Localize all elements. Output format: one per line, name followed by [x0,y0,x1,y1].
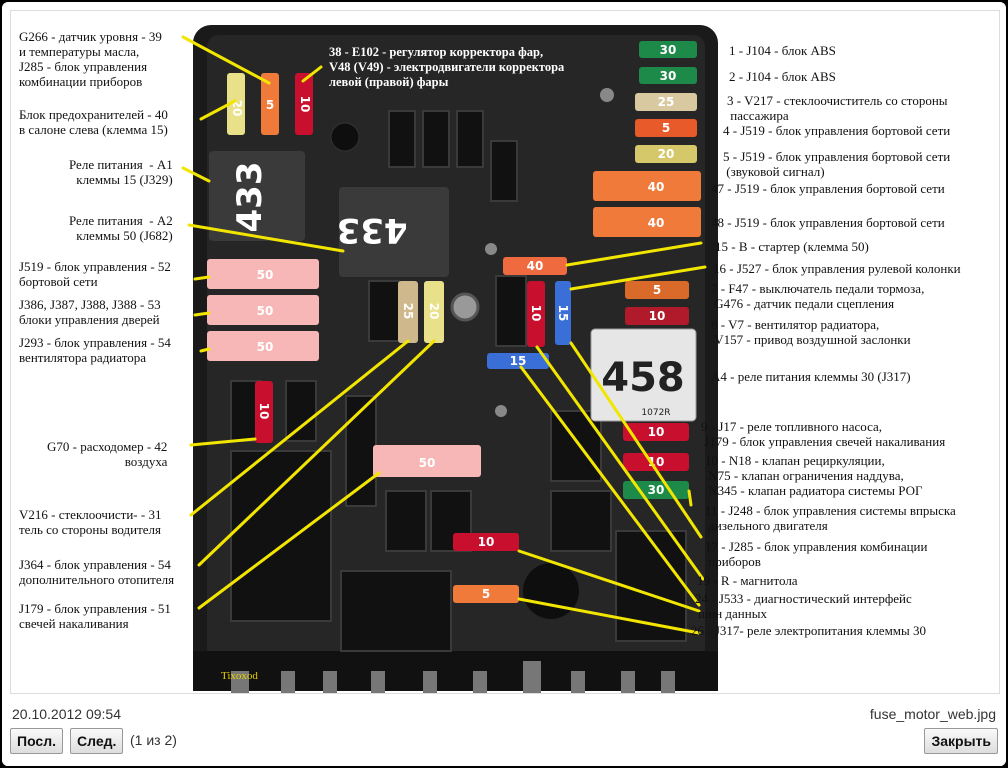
label-fuse-10: 10 - N18 - клапан рециркуляции, N75 - клапан ограничения наддува, N345 - клапан радиатора системы РОГ [705,453,923,498]
label-relay-a2: Реле питания - A2 клеммы 50 (J682) [69,213,173,243]
label-fuse-2: 2 - J104 - блок ABS [729,69,836,84]
fuse-5 [635,145,697,163]
label-fuse-15: 15 - B - стартер (клемма 50) [715,239,869,254]
svg-text:10: 10 [477,535,495,549]
svg-text:10: 10 [257,402,271,420]
fuse-42 [255,381,273,443]
fuse-16 [527,281,545,347]
svg-text:10: 10 [647,425,665,439]
fuse-7 [625,281,689,299]
svg-text:10: 10 [647,455,665,469]
label-fuse-53: J386, J387, J388, J388 - 53 блоки управления дверей [19,297,161,327]
fuse-24 [453,533,519,551]
fuse-1 [639,41,697,58]
fuse-19 [487,353,549,369]
svg-text:20: 20 [657,147,675,161]
svg-text:40: 40 [647,216,665,230]
label-fuse-26: 26 - J317- реле электропитания клеммы 30 [691,623,927,638]
svg-text:10: 10 [298,95,312,113]
next-button[interactable]: След. [70,728,123,754]
fuse-8 [625,307,689,325]
svg-text:20: 20 [427,302,441,320]
label-fuse-48: 48 - J519 - блок управления бортовой сети [711,215,945,230]
relay-a1-label: 433 [230,161,270,233]
label-fuse-40: Блок предохранителей - 40 в салоне слева (клемма 15) [19,107,168,137]
fuse-48 [593,207,701,237]
svg-text:25: 25 [401,302,415,320]
label-fuse-42: G70 - расходомер - 42 воздуха [47,439,168,469]
label-fuse-4: 4 - J519 - блок управления бортовой сети [723,123,951,138]
label-fuse-3: 3 - V217 - стеклоочиститель со стороны пассажира [727,93,948,123]
prev-button[interactable]: Посл. [10,728,63,754]
close-button[interactable]: Закрыть [924,728,998,754]
fuse-15 [503,257,567,275]
svg-text:5: 5 [481,587,491,601]
svg-text:20: 20 [230,99,244,117]
fuse-17 [555,281,571,345]
fuse-51-maxi [373,445,481,477]
fuse-47 [593,171,701,201]
label-fuse-8: 8 - V7 - вентилятор радиатора, V157 - привод воздушной заслонки [711,317,911,347]
label-fuse-38: 38 - E102 - регулятор корректора фар, V48 (V49) - электродвигатели корректора левой (правой) фары [329,45,565,89]
svg-text:5: 5 [661,121,671,135]
fuse-9 [623,423,689,441]
label-fuse-31: V216 - стеклоочисти- - 31 тель со стороны водителя [19,507,162,537]
watermark: Tixoxod [221,670,258,682]
svg-text:30: 30 [659,43,677,57]
label-fuse-24: 24 - J533 - диагностический интерфейс шин данных [695,591,912,621]
svg-text:30: 30 [659,69,677,83]
fuse-31 [398,281,418,343]
label-fuse-11: 11 - J248 - блок управления системы впрыска дизельного двигателя [705,503,956,533]
svg-text:50: 50 [256,340,274,354]
relay-a2-label: 433 [336,210,408,250]
label-fuse-1: 1 - J104 - блок ABS [729,43,836,58]
image-filename: fuse_motor_web.jpg [869,706,996,722]
image-viewer [2,2,1006,766]
svg-text:10: 10 [648,309,666,323]
viewer-footer [2,698,1006,766]
label-fuse-47: 47 - J519 - блок управления бортовой сети [711,181,945,196]
svg-text:25: 25 [657,95,675,109]
fuse-53 [207,295,319,325]
svg-text:40: 40 [526,259,544,273]
fuse-2 [639,67,697,84]
svg-text:10: 10 [529,304,543,322]
svg-text:5: 5 [652,283,662,297]
fuse-26 [453,585,519,603]
label-fuse-17: 17 - J285 - блок управления комбинации приборов [705,539,928,569]
label-fuse-5: 5 - J519 - блок управления бортовой сети (звуковой сигнал) [723,149,951,179]
relay-a4-label: 458 [601,355,685,401]
fuse-54-left [207,331,319,361]
fuse-box-photo [10,10,1000,694]
label-fuse-16: 16 - J527 - блок управления рулевой колонки [713,261,961,276]
svg-text:15: 15 [509,354,527,368]
label-relay-a4: A4 - реле питания клеммы 30 (J317) [711,369,911,384]
svg-text:50: 50 [256,268,274,282]
fuse-38 [295,73,313,135]
label-relay-a1: Реле питания - A1 клеммы 15 (J329) [69,157,173,187]
image-date: 20.10.2012 09:54 [12,706,121,722]
fuse-4 [635,119,697,137]
svg-text:50: 50 [418,456,436,470]
svg-text:40: 40 [647,180,665,194]
svg-text:15: 15 [556,304,570,322]
label-fuse-51: J179 - блок управления - 51 свечей накаливания [19,601,171,631]
label-fuse-19: 19 - R - магнитола [697,573,798,588]
fuse-3 [635,93,697,111]
label-fuse-7: 7 - F47 - выключатель педали тормоза, G476 - датчик педали сцепления [711,281,925,311]
label-fuse-54-left: J293 - блок управления - 54 вентилятора радиатора [19,335,171,365]
svg-text:5: 5 [265,98,275,112]
fuse-52 [207,259,319,289]
label-fuse-9: 9 - J17 - реле топливного насоса, J179 - блок управления свечей накаливания [701,419,946,449]
svg-text:50: 50 [256,304,274,318]
image-counter: (1 из 2) [130,732,177,748]
fuse-54-mid [424,281,444,343]
svg-text:30: 30 [647,483,665,497]
label-fuse-39: G266 - датчик уровня - 39 и температуры масла, J285 - блок управления комбинации приборов [19,29,162,89]
fuse-11 [623,481,689,499]
label-fuse-52: J519 - блок управления - 52 бортовой сети [19,259,171,289]
relay-a4-code: 1072R [641,408,671,418]
label-fuse-54-mid: J364 - блок управления - 54 дополнительного отопителя [19,557,175,587]
